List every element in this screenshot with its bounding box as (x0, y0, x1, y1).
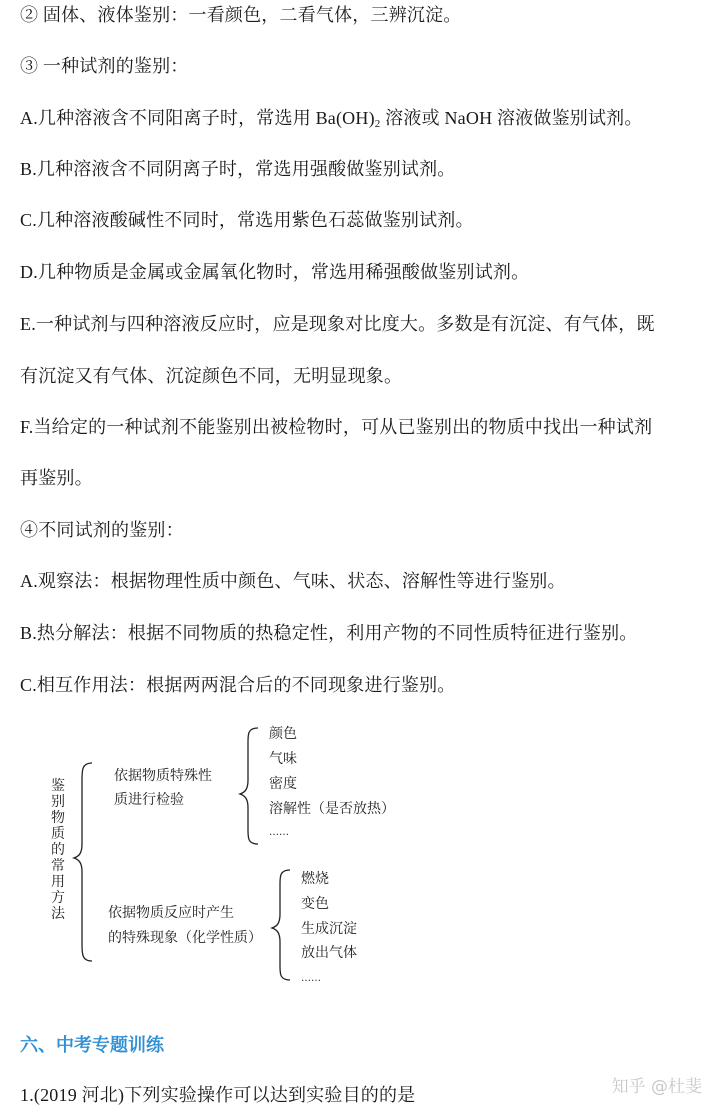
chemical-branch-label-2: 的特殊现象（化学性质） (108, 930, 262, 946)
text-line-item-f-continued: 再鉴别。 (20, 468, 93, 488)
diagram-title: 鉴别物质的常用方法 (51, 778, 65, 922)
text-line-item-a-cations (20, 105, 712, 131)
text-line-interaction-method: C.相互作用法：根据两两混合后的不同现象进行鉴别。 (20, 675, 456, 695)
chemical-item: 燃烧 (301, 871, 329, 887)
physical-item: 溶解性（是否放热） (269, 801, 395, 817)
subscript-2: 2 (374, 118, 381, 130)
text-line-different-reagents-heading: ④不同试剂的鉴别： (20, 520, 184, 540)
zhihu-watermark: 知乎 @杜斐 (611, 1077, 702, 1097)
text-line-identify-solid-liquid: ② 固体、液体鉴别：一看颜色，二看气体，三辨沉淀。 (20, 5, 462, 25)
physical-branch-label-1: 依据物质特殊性 (114, 768, 212, 784)
text-line-item-d-metals: D.几种物质是金属或金属氧化物时，常选用稀强酸做鉴别试剂。 (20, 262, 530, 282)
text-line-item-f-reagent: F.当给定的一种试剂不能鉴别出被检物时，可从已鉴别出的物质中找出一种试剂 (20, 417, 653, 437)
question-1-text: 1.(2019 河北)下列实验操作可以达到实验目的的是 (20, 1085, 416, 1105)
text-line-single-reagent-heading: ③ 一种试剂的鉴别： (20, 56, 189, 76)
section-heading: 六、中考专题训练 (20, 1035, 164, 1056)
physical-item-ellipsis: …… (269, 827, 289, 838)
text-line-item-e-contrast: E.一种试剂与四种溶液反应时，应是现象对比度大。多数是有沉淀、有气体，既 (20, 314, 655, 334)
physical-item: 密度 (269, 776, 297, 792)
text-line-item-e-continued: 有沉淀又有气体、沉淀颜色不同，无明显现象。 (20, 366, 403, 386)
chemical-item-ellipsis: …… (301, 973, 321, 984)
chemical-item: 生成沉淀 (301, 921, 357, 937)
text-line-thermal-decomposition-method: B.热分解法：根据不同物质的热稳定性，利用产物的不同性质特征进行鉴别。 (20, 623, 638, 643)
text-line-observation-method: A.观察法：根据物理性质中颜色、气味、状态、溶解性等进行鉴别。 (20, 571, 566, 591)
chemical-item: 放出气体 (301, 945, 357, 961)
chemical-branch-label-1: 依据物质反应时产生 (108, 905, 234, 921)
text-line-item-b-anions: B.几种溶液含不同阴离子时，常选用强酸做鉴别试剂。 (20, 159, 456, 179)
text-line-a-prefix: A.几种溶液含不同阳离子时，常选用 Ba(OH) (20, 108, 375, 128)
physical-branch-label-2: 质进行检验 (114, 792, 184, 808)
text-line-a-suffix: 溶液或 NaOH 溶液做鉴别试剂。 (380, 108, 643, 128)
physical-item: 颜色 (269, 726, 297, 742)
identification-methods-diagram (40, 718, 410, 1000)
text-line-item-c-acidity: C.几种溶液酸碱性不同时，常选用紫色石蕊做鉴别试剂。 (20, 210, 474, 230)
chemical-item: 变色 (301, 896, 329, 912)
physical-item: 气味 (269, 751, 297, 767)
